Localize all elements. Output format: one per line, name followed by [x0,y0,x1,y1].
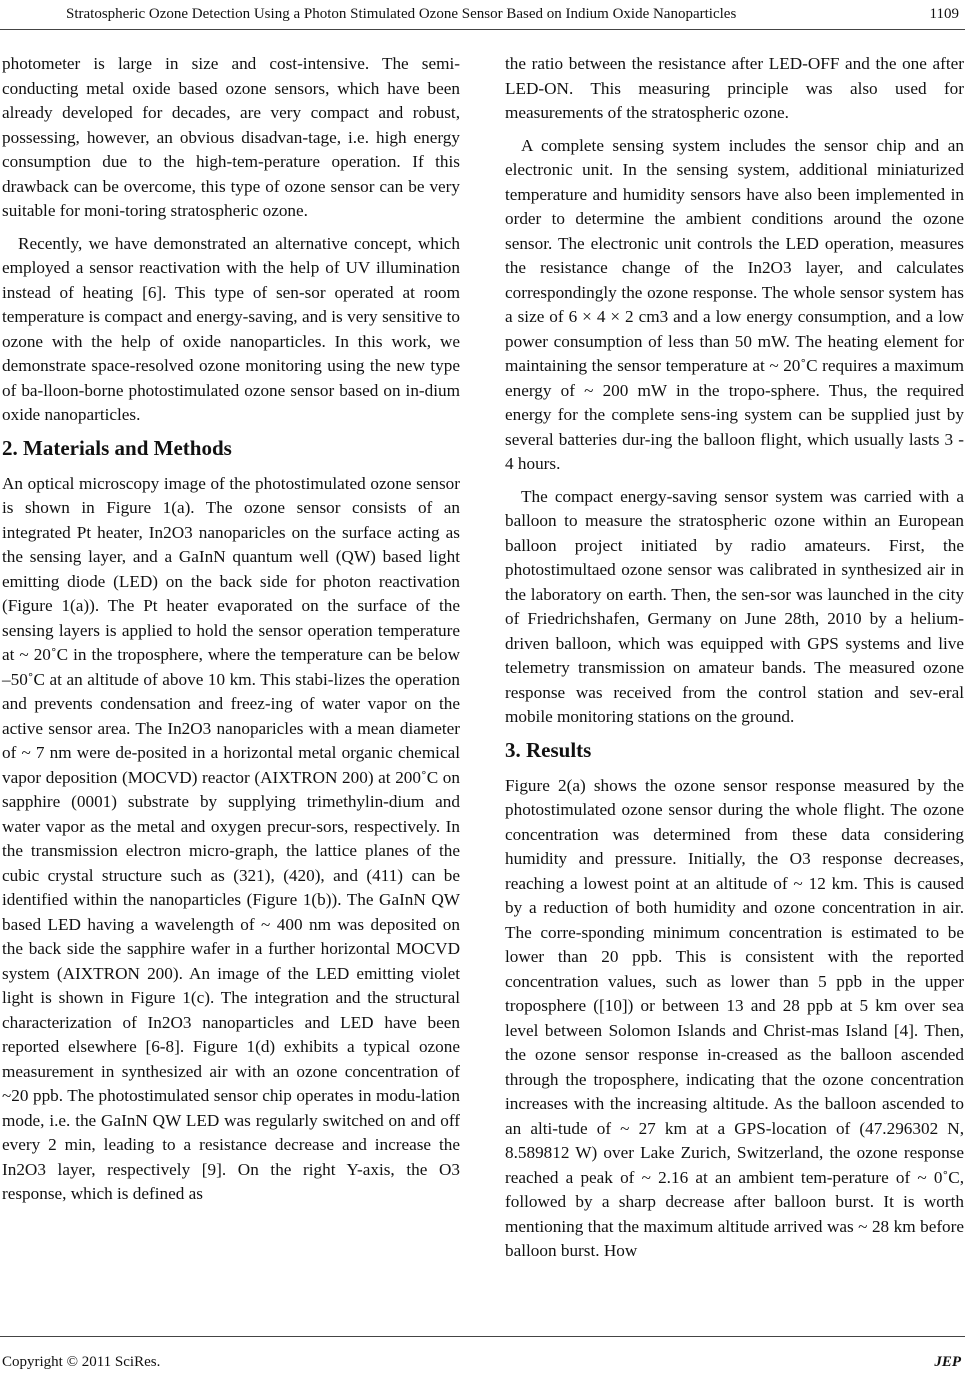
intro-paragraph-continued: photometer is large in size and cost-intensive. The semi-conducting metal oxide based ozone sensors, which have been already developed for decades, are very compact and robust, possessing, however, an obvious disadvan-tage, i.e. high energy consumption due to the high-tem-perature operation. If this drawback can be overcome, this type of ozone sensor can be very suitable for moni-toring stratospheric ozone. [2,54,460,220]
header-rule [0,29,965,30]
journal-abbreviation: JEP [934,1354,961,1370]
copyright-notice: Copyright © 2011 SciRes. [2,1354,161,1370]
sensing-system-paragraph: A complete sensing system includes the sensor chip and an electronic unit. In the sensing system, additional miniaturized temperature and humidity sensors have also been implemented in order to determine the ambient conditions around the ozone sensor. The electronic unit controls the LED operation, measures the resistance change of the In2O3 layer, and calculates correspondingly the ozone response. The whole sensor system has a size of 6 × 4 × 2 cm3 and a low energy consumption, and a low power consumption of less than 50 mW. The heating element for maintaining the sensor temperature at ~ 20˚C requires a maximum energy of ~ 200 mW in the tropo-sphere. Thus, the required energy for the complete sens-ing system can be supplied just by several batteries dur-ing the balloon flight, which usually lasts 3 - 4 hours. [505,135,964,473]
running-header [0,6,965,28]
footer-rule [0,1336,965,1337]
results-paragraph: Figure 2(a) shows the ozone sensor response measured by the photostimulated ozone sensor during the whole flight. The ozone concentration was determined from these data considering humidity and pressure. Initially, the O3 response decreases, reaching a lowest point at an altitude of ~ 12 km. This is caused by a reduction of both humidity and ozone concentration in air. The corre-sponding minimum concentration is estimated to be lower than 20 ppb. This is consistent with the reported concentration values, such as lower than 5 ppb in the upper troposphere ([10]) or between 13 and 28 ppb at 5 km over sea level between Solomon Islands and Christ-mas Island [4]. Then, the ozone sensor response in-creased as the balloon ascended through the troposphere, indicating that the ozone concentration increases with the increasing altitude. As the balloon ascended to an alti-tude of ~ 27 km at a GPS-location of (47.296302 N, 8.589812 W) over Lake Zurich, Switzerland, the ozone response reached a peak of ~ 2.16 at an ambient tem-perature of ~ 0˚C, followed by a sharp decrease after balloon burst. It is worth mentioning that the maximum altitude arrived was ~ 28 km before balloon burst. How [505,775,964,1260]
methods-paragraph-continued: the ratio between the resistance after LED-OFF and the one after LED-ON. This measuring principle was also used for measurements of the stratospheric ozone. [505,54,964,122]
section-heading-results: 3. Results [505,737,592,762]
section-heading-methods: 2. Materials and Methods [2,435,232,460]
right-column [505,52,964,1264]
page-footer [0,1336,965,1386]
running-title: Stratospheric Ozone Detection Using a Photon Stimulated Ozone Sensor Based on Indium Oxide Nanoparticles [66,6,737,22]
left-column [2,52,460,1207]
methods-paragraph: An optical microscopy image of the photostimulated ozone sensor is shown in Figure 1(a). The ozone sensor consists of an integrated Pt heater, In2O3 nanoparicles on the surface acting as the sensing layer, and a GaInN quantum well (QW) based light emitting diode (LED) on the back side for photon reactivation (Figure 1(a)). The Pt heater evaporated on the surface of the sensing layers is applied to hold the sensor operation temperature at ~ 20˚C in the troposphere, where the temperature can be below –50˚C at an altitude of above 10 km. This stabi-lizes the operation and prevents condensation and freez-ing of water vapor on the active sensor area. The In2O3 nanoparicles with a mean diameter of ~ 7 nm were de-posited in a horizontal metal organic chemical vapor deposition (MOCVD) reactor (AIXTRON 200) at 200˚C on sapphire (0001) substrate by supplying trimethylin-dium and water vapor as the metal and oxygen precur-sors, respectively. In the transmission electron micro-graph, the lattice planes of the cubic crystal structure such as (321), (420), and (411) can be identified within the nanoparticles (Figure 1(b)). The GaInN QW based LED having a wavelength of ~ 400 nm was deposited on the back side the sapphire wafer in a further horizontal MOCVD system (AIXTRON 200). An image of the LED emitting violet light is shown in Figure 1(c). The integration and the structural characterization of In2O3 nanoparticles and LED have been reported elsewhere [6-8]. Figure 1(d) exhibits a typical ozone measurement in synthesized air with an ozone concentration of ~20 ppb. The photostimulated sensor chip operates in modu-lation mode, i.e. the GaInN QW LED was regularly switched on and off every 2 min, leading to a resistance decrease and increase the In2O3 layer, respectively [9]. On the right Y-axis, the O3 response, which is defined as [2,473,460,1203]
balloon-paragraph: The compact energy-saving sensor system was carried with a balloon to measure the stratospheric ozone within an European balloon project initiated by radio amateurs. First, the photostimultaed ozone sensor was calibrated in synthesized air in the laboratory on earth. Then, the sen-sor was launched in the city of Friedrichshafen, Germany on June 28th, 2010 by a helium-driven balloon, which was equipped with GPS systems and live telemetry transmission on amateur bands. The measured ozone response was received from the control station and sev-eral mobile monitoring stations on the ground. [505,486,964,726]
page-number: 1109 [929,6,959,22]
intro-paragraph-2: Recently, we have demonstrated an alternative concept, which employed a sensor reactivation with the help of UV illumination instead of heating [6]. This type of sen-sor operated at room temperature is compact and energy-saving, and is very sensitive to ozone with the help of oxide nanoparticles. In this work, we demonstrate space-resolved ozone monitoring using the new type of ba-lloon-borne photostimulated ozone sensor based on in-dium oxide nanoparticles. [2,233,460,424]
